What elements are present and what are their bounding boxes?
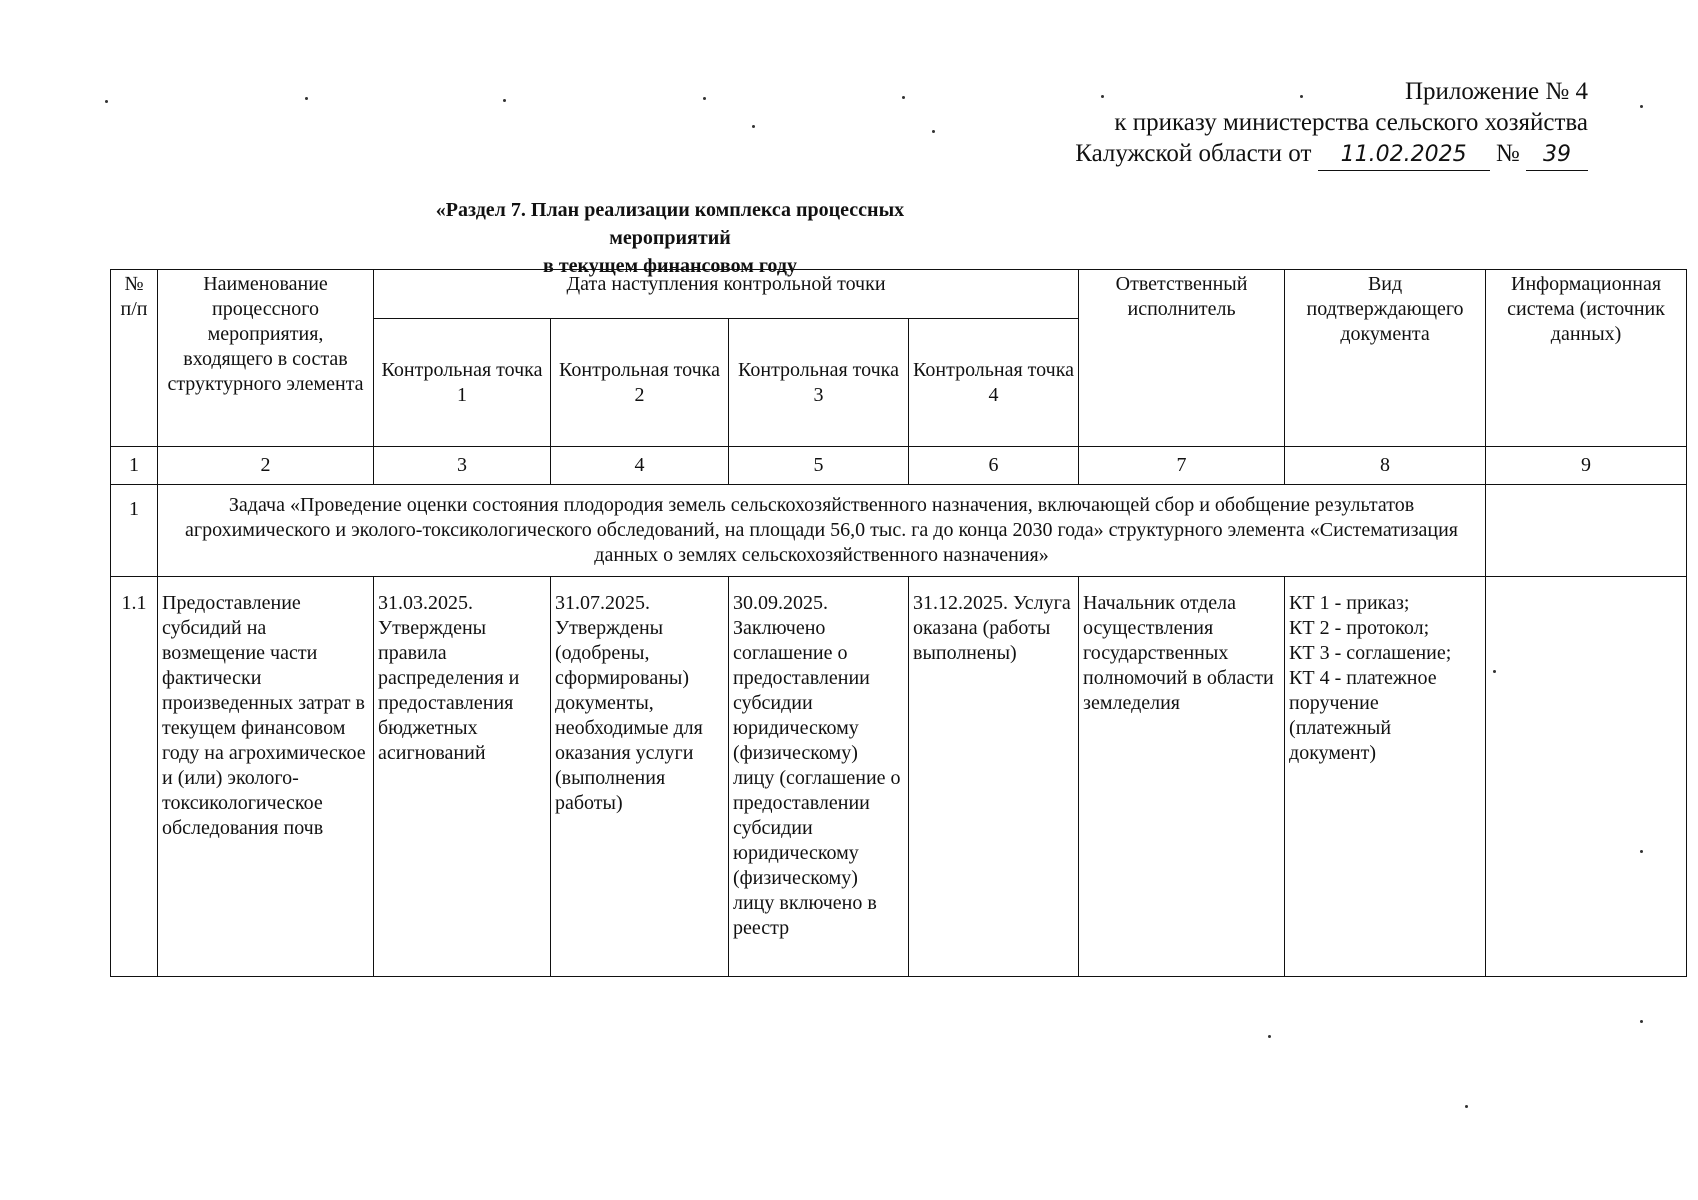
task-number: 1 <box>111 485 158 577</box>
document-line: КТ 3 - соглашение; <box>1289 642 1452 664</box>
document-type <box>1285 577 1486 977</box>
header-document-type: Вид подтверждающего документа <box>1285 270 1486 447</box>
order-date-line <box>1075 138 1588 171</box>
header-kt3: Контрольная точка 3 <box>729 319 909 447</box>
responsible-executor: Начальник отдела осуществления государственных полномочий в области земледелия <box>1079 577 1285 977</box>
scan-speck <box>105 100 108 103</box>
column-number: 8 <box>1285 447 1486 485</box>
column-number: 2 <box>158 447 374 485</box>
activity-number: 1.1 <box>111 577 158 977</box>
task-description: Задача «Проведение оценки состояния плодородия земель сельскохозяйственного назначения, включающей сбор и обобщение результатов агрохимического и эколого-токсикологического обследований, на площади 56,0 тыс. га до конца 2030 года» структурного элемента «Систематизация данных о землях сельскохозяйственного назначения» <box>158 485 1486 577</box>
header-row-top <box>111 270 1687 319</box>
control-point-4: 31.12.2025. Услуга оказана (работы выполнены) <box>909 577 1079 977</box>
activity-name: Предоставление субсидий на возмещение части фактически произведенных затрат в текущем финансовом году на агрохимическое и (или) эколого-токсикологическое обследования почв <box>158 577 374 977</box>
control-point-1: 31.03.2025. Утверждены правила распределения и предоставления бюджетных асигнований <box>374 577 551 977</box>
task-empty-cell <box>1486 485 1687 577</box>
column-number: 4 <box>551 447 729 485</box>
scan-speck <box>932 130 935 133</box>
column-number: 9 <box>1486 447 1687 485</box>
column-number-row <box>111 447 1687 485</box>
number-label: № <box>1495 140 1520 167</box>
section-title-line1: «Раздел 7. План реализации комплекса процессных мероприятий <box>435 199 905 249</box>
header-info-system: Информационная система (источник данных) <box>1486 270 1687 447</box>
task-row <box>111 485 1687 577</box>
appendix-number: Приложение № 4 <box>1404 78 1588 105</box>
info-system-value <box>1486 577 1687 977</box>
section-title <box>400 196 940 280</box>
scan-speck <box>305 97 308 100</box>
scan-speck <box>752 125 755 128</box>
activity-row <box>111 577 1687 977</box>
column-number: 3 <box>374 447 551 485</box>
scan-speck <box>1268 1035 1271 1038</box>
control-point-2: 31.07.2025. Утверждены (одобрены, сформированы) документы, необходимые для оказания услуги (выполнения работы) <box>551 577 729 977</box>
scan-speck <box>503 99 506 102</box>
document-line: КТ 1 - приказ; <box>1289 592 1410 614</box>
column-number: 6 <box>909 447 1079 485</box>
scan-speck <box>902 96 905 99</box>
document-line: КТ 4 - платежное поручение (платежный документ) <box>1289 667 1437 764</box>
header-kt2: Контрольная точка 2 <box>551 319 729 447</box>
scan-speck <box>1465 1105 1468 1108</box>
header-kt1: Контрольная точка 1 <box>374 319 551 447</box>
order-reference: к приказу министерства сельского хозяйства <box>1114 109 1588 136</box>
document-line: КТ 2 - протокол; <box>1289 617 1430 639</box>
control-point-3: 30.09.2025. Заключено соглашение о предоставлении субсидии юридическому (физическому) лицу (соглашение о предоставлении субсидии юридическому (физическому) лицу включено в реестр <box>729 577 909 977</box>
appendix-header <box>1075 76 1588 171</box>
header-number: № п/п <box>111 270 158 447</box>
handwritten-number: 39 <box>1526 139 1588 171</box>
header-responsible: Ответственный исполнитель <box>1079 270 1285 447</box>
plan-table <box>110 269 1687 977</box>
scan-speck <box>703 97 706 100</box>
header-control-date-group: Дата наступления контрольной точки <box>374 270 1079 319</box>
column-number: 7 <box>1079 447 1285 485</box>
scan-speck <box>1640 1020 1643 1023</box>
scan-speck <box>1640 105 1643 108</box>
handwritten-date: 11.02.2025 <box>1318 139 1490 171</box>
order-region: Калужской области от <box>1075 140 1312 167</box>
header-activity-name: Наименование процессного мероприятия, входящего в состав структурного элемента <box>158 270 374 447</box>
column-number: 1 <box>111 447 158 485</box>
column-number: 5 <box>729 447 909 485</box>
section-title-line2: в текущем финансовом году <box>543 255 797 277</box>
header-kt4: Контрольная точка 4 <box>909 319 1079 447</box>
